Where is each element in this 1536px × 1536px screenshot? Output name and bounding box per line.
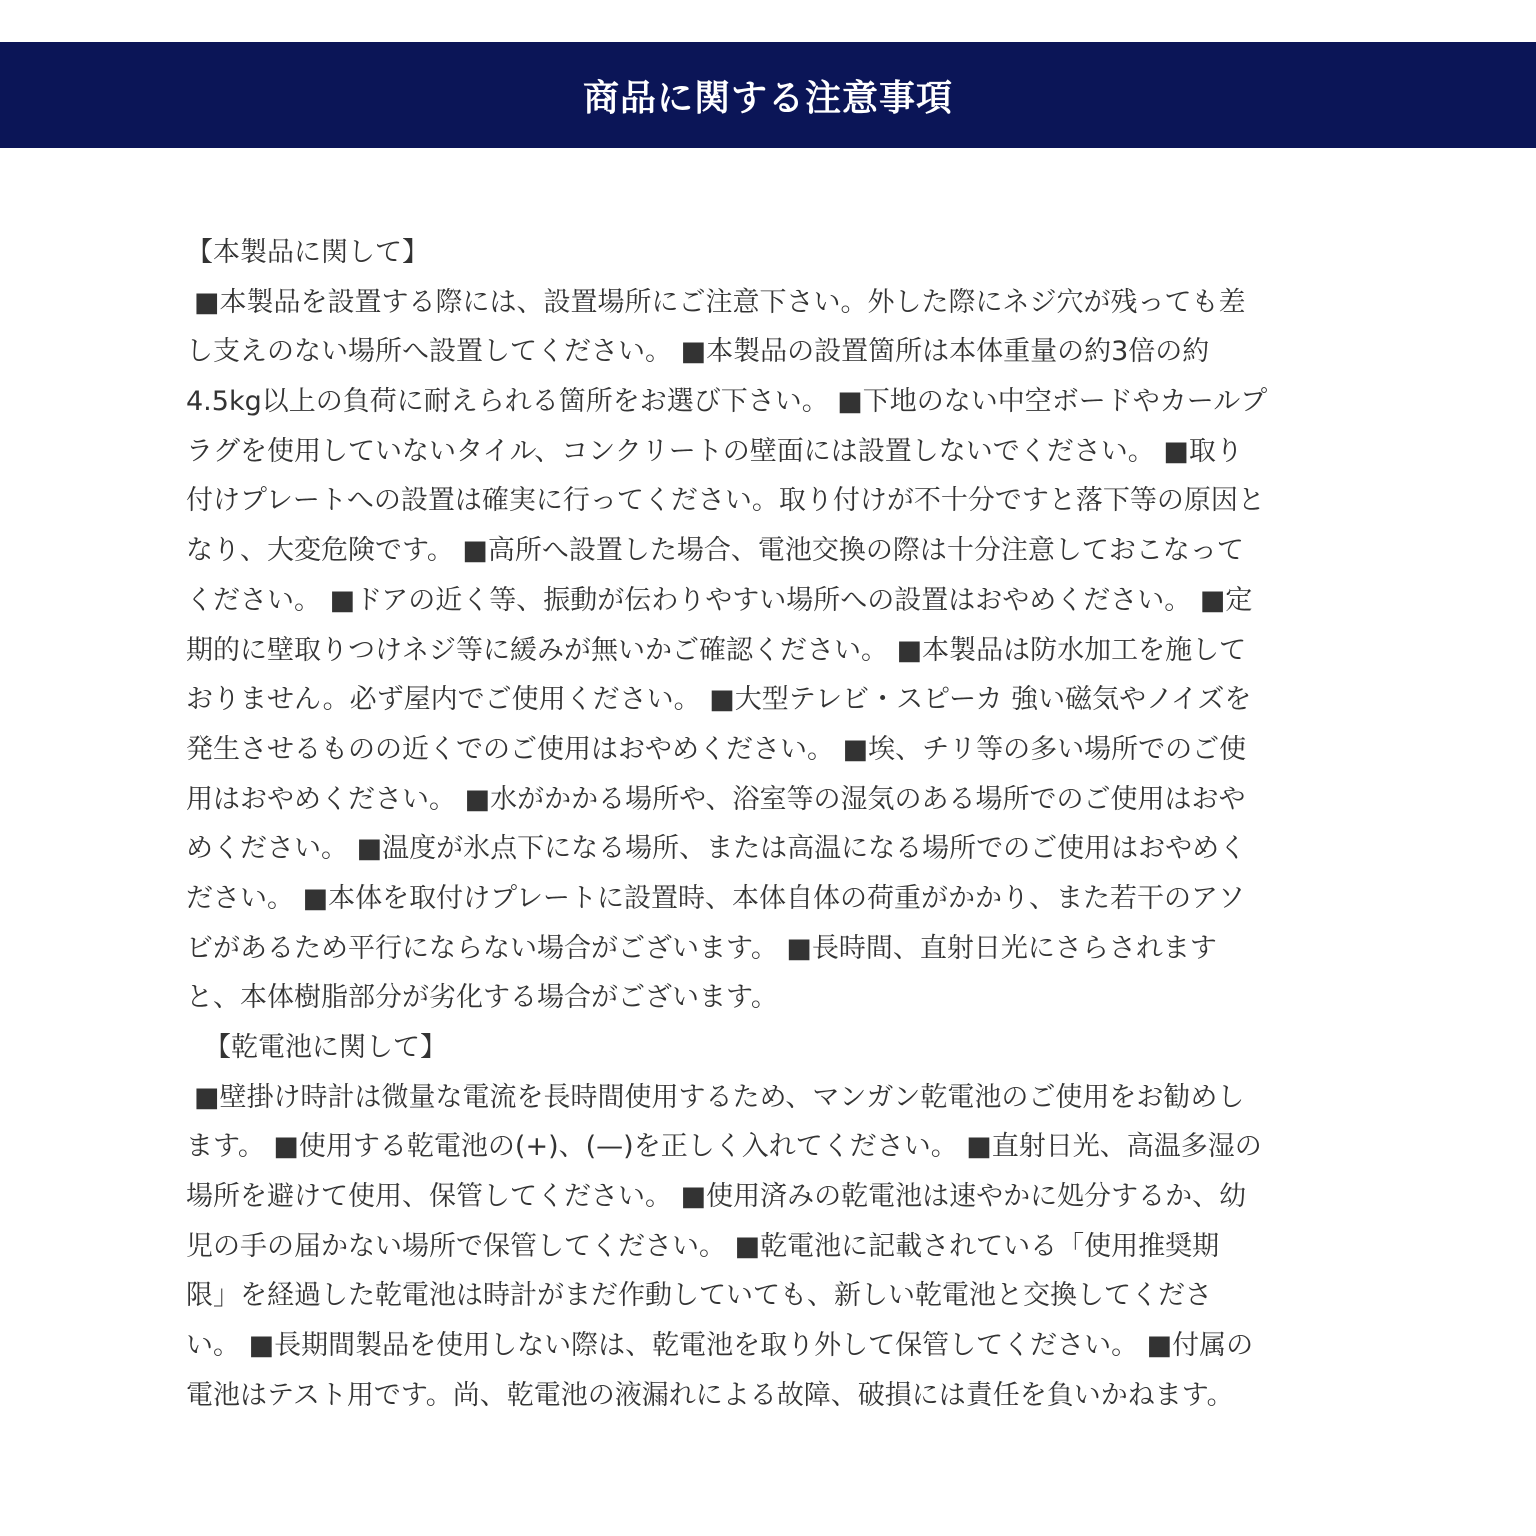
notice-line: おりません。必ず屋内でご使用ください。 ■大型テレビ・スピーカ 強い磁気やノイズを xyxy=(186,684,1252,716)
notice-line: と、本体樹脂部分が劣化する場合がございます。 xyxy=(186,982,778,1014)
notice-line: 期的に壁取りつけネジ等に緩みが無いかご確認ください。 ■本製品は防水加工を施して xyxy=(186,634,1247,666)
notice-line: ください。 ■ドアの近く等、振動が伝わりやすい場所への設置はおやめください。 ■定 xyxy=(186,584,1253,616)
notice-line: ラグを使用していないタイル、コンクリートの壁面には設置しないでください。 ■取り xyxy=(186,435,1243,467)
notice-line: なり、大変危険です。 ■高所へ設置した場合、電池交換の際は十分注意しておこなって xyxy=(186,535,1244,567)
notice-body xyxy=(186,228,1356,1421)
notice-line: ビがあるため平行にならない場合がございます。 ■長時間、直射日光にさらされます xyxy=(186,932,1217,964)
notice-line: ます。 ■使用する乾電池の(+)、(—)を正しく入れてください。 ■直射日光、高温多湿の xyxy=(186,1131,1262,1163)
section-heading-product: 【本製品に関して】 xyxy=(186,237,429,268)
notice-line: 付けプレートへの設置は確実に行ってください。取り付けが不十分ですと落下等の原因と xyxy=(186,485,1265,517)
notice-line: 電池はテスト用です。尚、乾電池の液漏れによる故障、破損には責任を負いかねます。 xyxy=(186,1379,1234,1411)
notice-line: 児の手の届かない場所で保管してください。 ■乾電池に記載されている「使用推奨期 xyxy=(186,1230,1220,1262)
header-banner xyxy=(0,42,1536,148)
notice-line: ■壁掛け時計は微量な電流を長時間使用するため、マンガン乾電池のご使用をお勧めし xyxy=(194,1081,1245,1113)
notice-line: 用はおやめください。 ■水がかかる場所や、浴室等の湿気のある場所でのご使用はおや xyxy=(186,783,1246,815)
notice-line: めください。 ■温度が氷点下になる場所、または高温になる場所でのご使用はおやめく xyxy=(186,833,1247,865)
section-heading-battery: 【乾電池に関して】 xyxy=(204,1032,447,1063)
notice-line: 限」を経過した乾電池は時計がまだ作動していても、新しい乾電池と交換してくださ xyxy=(186,1280,1212,1312)
notice-line: ■本製品を設置する際には、設置場所にご注意下さい。外した際にネジ穴が残っても差 xyxy=(194,286,1246,318)
notice-line: 場所を避けて使用、保管してください。 ■使用済みの乾電池は速やかに処分するか、幼 xyxy=(186,1181,1247,1213)
notice-line: ださい。 ■本体を取付けプレートに設置時、本体自体の荷重がかかり、また若干のアソ xyxy=(186,882,1246,914)
page-title: 商品に関する注意事項 xyxy=(582,77,953,119)
notice-line: 4.5kg以上の負荷に耐えられる箇所をお選び下さい。 ■下地のない中空ボードやカールプ xyxy=(186,386,1268,418)
notice-line: 発生させるものの近くでのご使用はおやめください。 ■埃、チリ等の多い場所でのご使 xyxy=(186,733,1247,765)
notice-line: し支えのない場所へ設置してください。 ■本製品の設置箇所は本体重量の約3倍の約 xyxy=(186,336,1210,368)
notice-line: い。 ■長期間製品を使用しない際は、乾電池を取り外して保管してください。 ■付属の xyxy=(186,1330,1254,1362)
